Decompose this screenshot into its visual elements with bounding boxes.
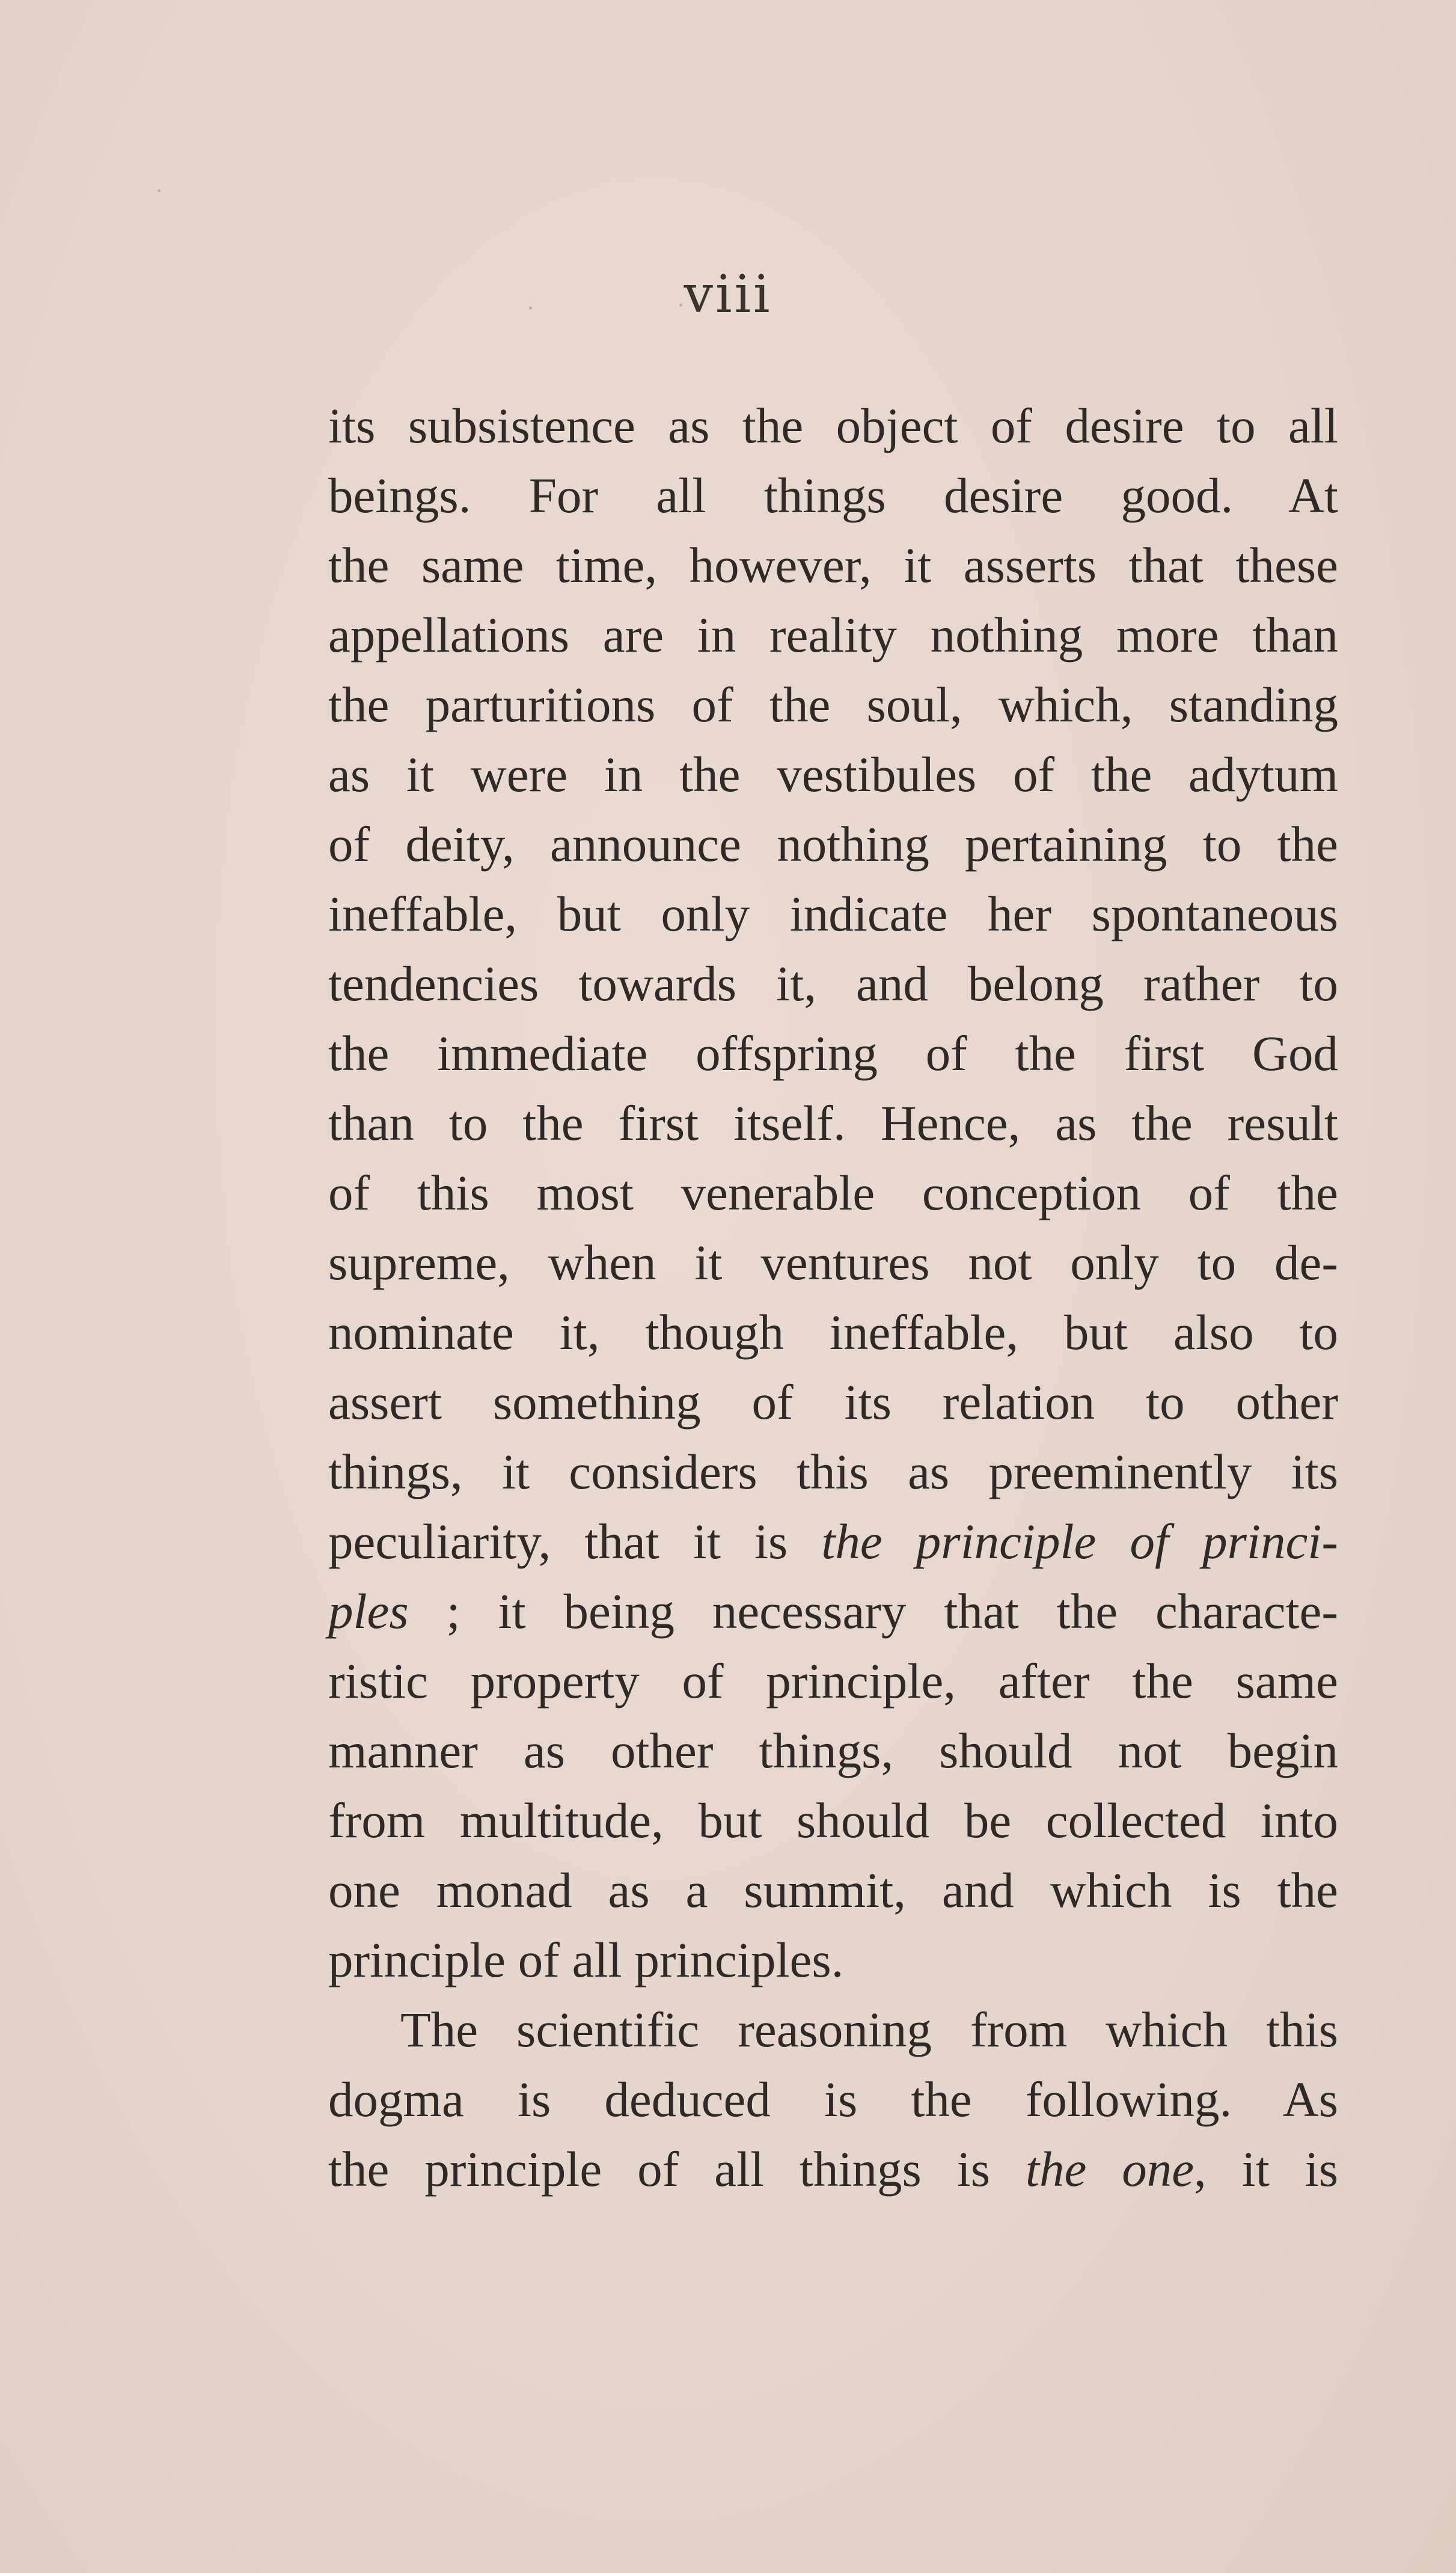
text-line: ristic property of principle, after the same: [328, 1653, 1338, 1709]
text-line: from multitude, but should be collected into: [328, 1793, 1338, 1848]
text-line: the immediate offspring of the first God: [328, 1026, 1338, 1081]
text-line: appellations are in reality nothing more than: [328, 607, 1338, 662]
body-text: [328, 391, 1338, 2204]
text-line: [328, 2134, 1338, 2204]
text-line: things, it considers this as preeminently its: [328, 1444, 1338, 1499]
page-number: viii: [684, 265, 772, 325]
text-line: dogma is deduced is the following. As: [328, 2072, 1338, 2127]
italic-run: ples: [328, 1583, 409, 1639]
text-line: supreme, when it ventures not only to de-: [328, 1235, 1338, 1290]
text-line: ineffable, but only indicate her spontaneous: [328, 886, 1338, 941]
italic-run: the principle of princi-: [821, 1514, 1338, 1569]
text-line: The scientific reasoning from which this: [400, 2002, 1338, 2057]
text-line: nominate it, though ineffable, but also to: [328, 1305, 1338, 1360]
text-line: as it were in the vestibules of the adytum: [328, 747, 1338, 802]
text-line: its subsistence as the object of desire to all: [328, 398, 1338, 453]
text-line: principle of all principles.: [328, 1932, 844, 1987]
text-line: of this most venerable conception of the: [328, 1165, 1338, 1220]
paper-speck: [158, 189, 161, 192]
text-line: the same time, however, it asserts that these: [328, 537, 1338, 593]
text-line: one monad as a summit, and which is the: [328, 1862, 1338, 1918]
text-line: of deity, announce nothing pertaining to the: [328, 816, 1338, 872]
text-run: ; it being necessary that the characte-: [408, 1583, 1338, 1639]
text-line: tendencies towards it, and belong rather to: [328, 956, 1338, 1011]
text-run: the principle of all things is: [328, 2141, 1026, 2197]
italic-run: the one: [1025, 2141, 1194, 2197]
text-line: manner as other things, should not begin: [328, 1723, 1338, 1778]
text-line: [328, 1507, 1338, 1576]
text-line: than to the first itself. Hence, as the result: [328, 1095, 1338, 1151]
text-line: beings. For all things desire good. At: [328, 468, 1338, 523]
text-line: the parturitions of the soul, which, standing: [328, 677, 1338, 732]
text-line: [328, 1576, 1338, 1646]
text-line: assert something of its relation to other: [328, 1374, 1338, 1430]
text-run: peculiarity, that it is: [328, 1514, 822, 1569]
text-run: , it is: [1194, 2141, 1338, 2197]
